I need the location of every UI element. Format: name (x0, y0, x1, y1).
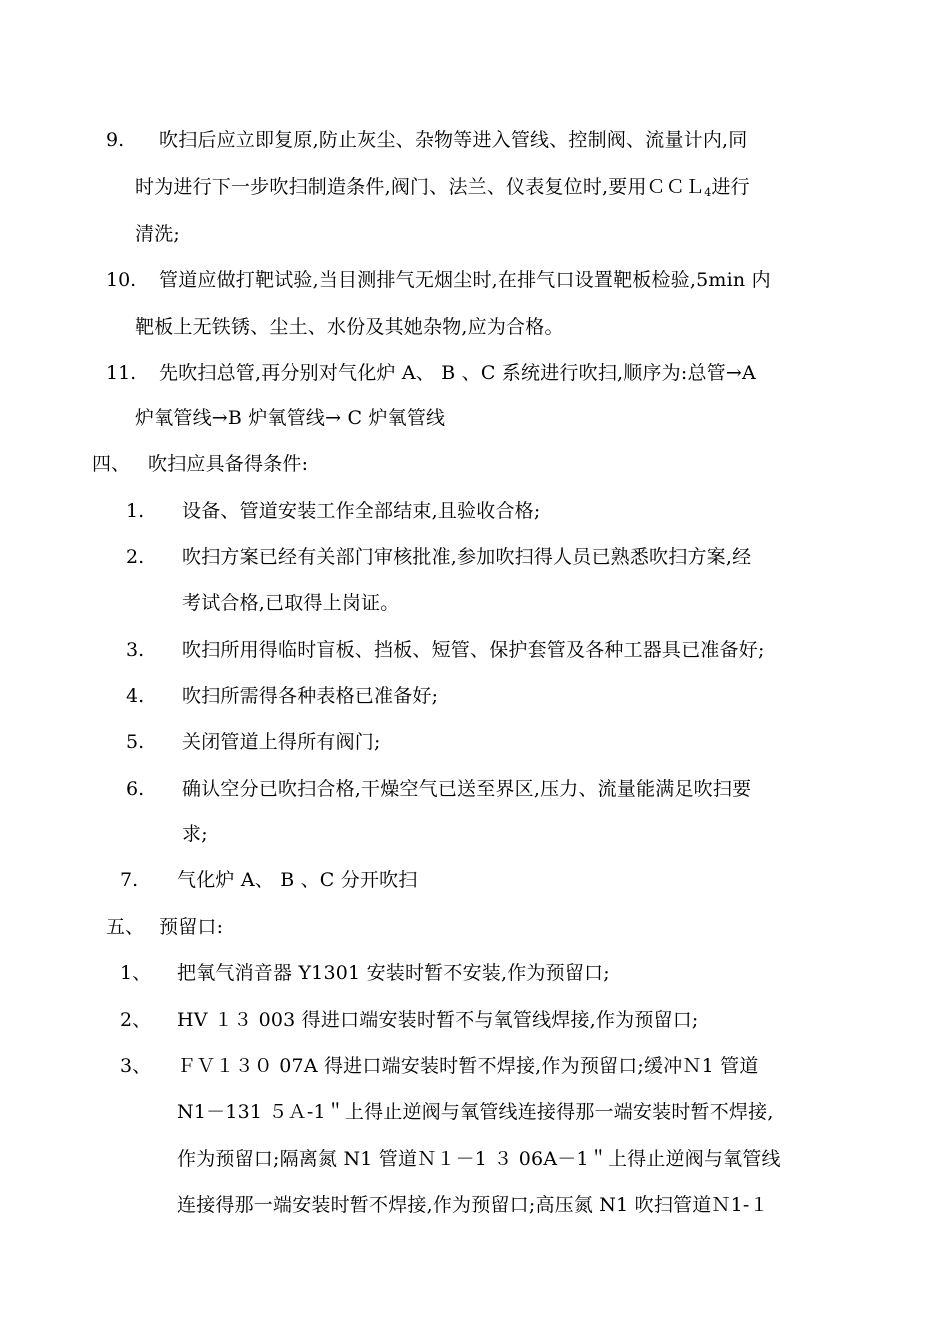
item-number: 6. (126, 778, 145, 800)
item-text-line: 考试合格,已取得上岗证。 (182, 592, 400, 614)
section-heading: 吹扫应具备得条件: (148, 453, 309, 475)
item-text-line: 确认空分已吹扫合格,干燥空气已送至界区,压力、流量能满足吹扫要 (182, 778, 752, 800)
item-number: 1. (126, 500, 145, 522)
item-text-line: 吹扫方案已经有关部门审核批准,参加吹扫得人员已熟悉吹扫方案,经 (182, 546, 752, 568)
item-text-line: 作为预留口;隔离氮 N1 管道Ｎ１－1 ３ 06A－1＂上得止逆阀与氧管线 (177, 1148, 781, 1170)
item-number: 10. (106, 269, 137, 291)
section-heading: 预留口: (159, 916, 224, 938)
item-number: 3. (126, 639, 145, 661)
item-text-line: 气化炉 A、 B 、C 分开吹扫 (177, 869, 418, 891)
item-number: 11. (106, 362, 137, 384)
section-number: 四、 (92, 453, 131, 475)
item-text-line: 把氧气消音器 Y1301 安装时暂不安装,作为预留口; (177, 962, 610, 984)
item-text-line: 关闭管道上得所有阀门; (182, 731, 381, 753)
item-text-line: 吹扫后应立即复原,防止灰尘、杂物等进入管线、控制阀、流量计内,同 (159, 129, 748, 151)
item-text-line: 管道应做打靶试验,当目测排气无烟尘时,在排气口设置靶板检验,5min 内 (159, 269, 771, 291)
item-text-line: 设备、管道安装工作全部结束,且验收合格; (182, 500, 541, 522)
item-text-line: 先吹扫总管,再分别对气化炉 A、 B 、C 系统进行吹扫,顺序为:总管→A (159, 362, 756, 384)
item-text-line: 炉氧管线→B 炉氧管线→ C 炉氧管线 (135, 407, 446, 429)
item-number: 9. (106, 129, 125, 151)
item-number: 4. (126, 685, 145, 707)
subscript: 4 (704, 186, 712, 199)
item-text-line: 靶板上无铁锈、尘土、水份及其她杂物,应为合格。 (135, 316, 564, 338)
item-number: 1、 (120, 962, 152, 984)
item-number: 2. (126, 546, 145, 568)
item-text-fragment: 进行 (711, 176, 750, 198)
item-text-line: 吹扫所用得临时盲板、挡板、短管、保护套管及各种工器具已准备好; (182, 639, 765, 661)
item-text-line: 清洗; (135, 223, 181, 245)
item-text-line (135, 175, 750, 205)
item-text-line: N1－131 ５Ａ-1＂上得止逆阀与氧管线连接得那一端安装时暂不焊接, (177, 1101, 774, 1123)
item-text-line: ＦＶ１３０ 07A 得进口端安装时暂不焊接,作为预留口;缓冲Ｎ1 管道 (177, 1055, 759, 1077)
item-text-line: 连接得那一端安装时暂不焊接,作为预留口;高压氮 N1 吹扫管道Ｎ1-１ (177, 1194, 769, 1216)
section-number: 五、 (106, 916, 145, 938)
item-number: 3、 (120, 1055, 152, 1077)
item-text-line: HV １３ 003 得进口端安装时暂不与氧管线焊接,作为预留口; (177, 1009, 699, 1031)
item-text-line: 吹扫所需得各种表格已准备好; (182, 685, 439, 707)
item-number: 5. (126, 731, 145, 753)
item-number: 7. (120, 869, 139, 891)
item-text-fragment: 时为进行下一步吹扫制造条件,阀门、法兰、仪表复位时,要用ＣＣＬ (135, 176, 705, 198)
item-number: 2、 (120, 1009, 152, 1031)
item-text-line: 求; (182, 823, 208, 845)
